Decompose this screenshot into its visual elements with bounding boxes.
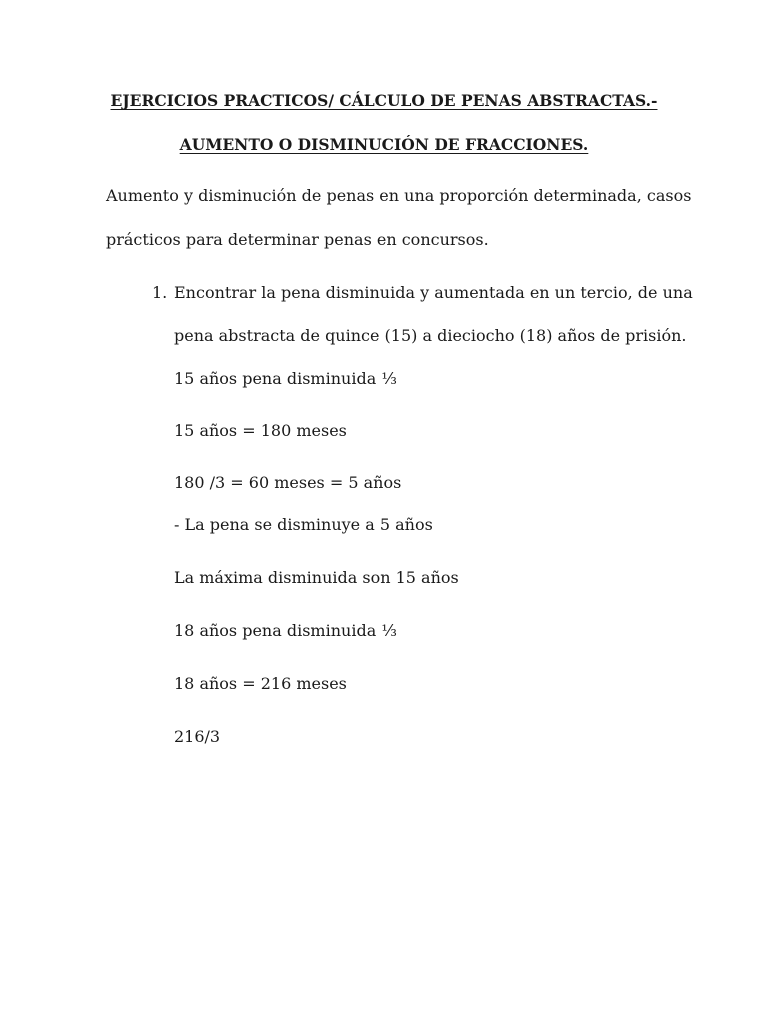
calculation-line: 180 /3 = 60 meses = 5 años xyxy=(174,473,402,492)
intro-paragraph-line: prácticos para determinar penas en concursos. xyxy=(106,230,489,249)
calculation-line: - La pena se disminuye a 5 años xyxy=(174,515,433,534)
calculation-line: 216/3 xyxy=(174,727,221,746)
calculation-line: 18 años pena disminuida ⅓ xyxy=(174,621,397,640)
list-item-number: 1. xyxy=(152,283,168,302)
calculation-line: 15 años = 180 meses xyxy=(174,421,347,440)
intro-paragraph-line: Aumento y disminución de penas en una proporción determinada, casos xyxy=(106,186,692,205)
document-title: EJERCICIOS PRACTICOS/ CÁLCULO DE PENAS ABSTRACTAS.- xyxy=(110,91,658,110)
calculation-line: 18 años = 216 meses xyxy=(174,674,347,693)
list-item-text-line: Encontrar la pena disminuida y aumentada en un tercio, de una xyxy=(174,283,693,302)
list-item-text-line: pena abstracta de quince (15) a dieciocho (18) años de prisión. xyxy=(174,326,687,345)
calculation-line: La máxima disminuida son 15 años xyxy=(174,568,459,587)
document-subtitle: AUMENTO O DISMINUCIÓN DE FRACCIONES. xyxy=(179,135,589,154)
calculation-line: 15 años pena disminuida ⅓ xyxy=(174,369,397,388)
